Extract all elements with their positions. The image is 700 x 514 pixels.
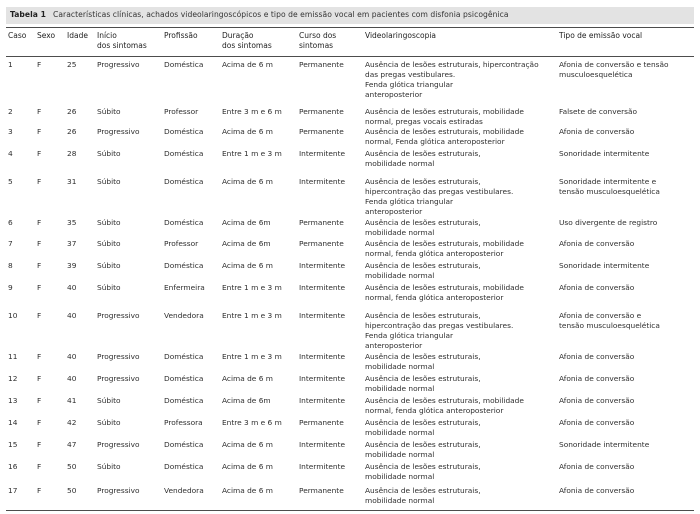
column-header-tipo-emissao: Tipo de emissão vocal xyxy=(559,31,643,40)
cell-duracao: Acima de 6 m xyxy=(222,60,273,69)
cell-inicio: Progressivo xyxy=(97,352,140,361)
cell-tipo-emissao: Afonia de conversão xyxy=(559,283,635,292)
cell-caso: 4 xyxy=(8,149,13,158)
cell-idade: 40 xyxy=(67,374,77,383)
cell-inicio: Súbito xyxy=(97,239,121,248)
cell-videolaringoscopia: Ausência de lesões estruturais, mobilidade normal xyxy=(365,462,481,481)
cell-sexo: F xyxy=(37,440,42,449)
cell-videolaringoscopia: Ausência de lesões estruturais, mobilidade normal, fenda glótica anteroposterior xyxy=(365,283,524,302)
cell-curso: Intermitente xyxy=(299,352,346,361)
cell-profissao: Professor xyxy=(164,239,199,248)
cell-sexo: F xyxy=(37,127,42,136)
cell-sexo: F xyxy=(37,107,42,116)
cell-sexo: F xyxy=(37,352,42,361)
cell-idade: 40 xyxy=(67,352,77,361)
cell-inicio: Súbito xyxy=(97,218,121,227)
cell-caso: 17 xyxy=(8,486,18,495)
cell-idade: 50 xyxy=(67,486,77,495)
cell-videolaringoscopia: Ausência de lesões estruturais, mobilidade normal xyxy=(365,218,481,237)
cell-videolaringoscopia: Ausência de lesões estruturais, hipercontração das pregas vestibulares. Fenda glótica triangular anteroposterior xyxy=(365,60,539,99)
cell-videolaringoscopia: Ausência de lesões estruturais, mobilidade normal, Fenda glótica anteroposterior xyxy=(365,127,524,146)
cell-caso: 8 xyxy=(8,261,13,270)
cell-curso: Permanente xyxy=(299,107,344,116)
cell-tipo-emissao: Sonoridade intermitente xyxy=(559,440,650,449)
cell-inicio: Progressivo xyxy=(97,127,140,136)
cell-duracao: Acima de 6 m xyxy=(222,127,273,136)
table-sheet xyxy=(6,7,694,512)
cell-tipo-emissao: Afonia de conversão xyxy=(559,239,635,248)
cell-videolaringoscopia: Ausência de lesões estruturais, hipercontração das pregas vestibulares. Fenda glótica triangular anteroposterior xyxy=(365,177,514,216)
cell-duracao: Entre 3 m e 6 m xyxy=(222,418,282,427)
cell-inicio: Súbito xyxy=(97,149,121,158)
column-header-sexo: Sexo xyxy=(37,31,56,40)
cell-caso: 10 xyxy=(8,311,18,320)
cell-profissao: Vendedora xyxy=(164,311,204,320)
column-header-videolaringoscopia: Videolaringoscopia xyxy=(365,31,437,40)
column-header-inicio: Início dos sintomas xyxy=(97,31,147,50)
cell-idade: 35 xyxy=(67,218,77,227)
cell-curso: Intermitente xyxy=(299,311,346,320)
table-title: Características clínicas, achados videolaringoscópicos e tipo de emissão vocal em pacientes com disfonia psicogênica xyxy=(52,10,509,19)
cell-curso: Intermitente xyxy=(299,462,346,471)
cell-caso: 1 xyxy=(8,60,13,69)
cell-curso: Permanente xyxy=(299,60,344,69)
cell-curso: Intermitente xyxy=(299,396,346,405)
cell-caso: 14 xyxy=(8,418,18,427)
cell-inicio: Súbito xyxy=(97,462,121,471)
cell-videolaringoscopia: Ausência de lesões estruturais, mobilidade normal xyxy=(365,418,481,437)
cell-sexo: F xyxy=(37,261,42,270)
cell-curso: Permanente xyxy=(299,486,344,495)
cell-idade: 25 xyxy=(67,60,77,69)
cell-profissao: Vendedora xyxy=(164,486,204,495)
cell-inicio: Progressivo xyxy=(97,311,140,320)
cell-profissao: Doméstica xyxy=(164,149,204,158)
cell-inicio: Súbito xyxy=(97,418,121,427)
column-header-idade: Idade xyxy=(67,31,88,40)
cell-profissao: Doméstica xyxy=(164,352,204,361)
cell-caso: 13 xyxy=(8,396,18,405)
cell-curso: Intermitente xyxy=(299,374,346,383)
cell-profissao: Doméstica xyxy=(164,127,204,136)
cell-duracao: Acima de 6 m xyxy=(222,261,273,270)
cell-inicio: Súbito xyxy=(97,177,121,186)
header-rule xyxy=(6,56,694,57)
table-caption-bar xyxy=(6,7,694,24)
cell-videolaringoscopia: Ausência de lesões estruturais, mobilidade normal xyxy=(365,352,481,371)
cell-profissao: Doméstica xyxy=(164,374,204,383)
cell-tipo-emissao: Afonia de conversão xyxy=(559,352,635,361)
cell-curso: Permanente xyxy=(299,218,344,227)
cell-caso: 3 xyxy=(8,127,13,136)
cell-curso: Permanente xyxy=(299,418,344,427)
cell-videolaringoscopia: Ausência de lesões estruturais, mobilidade normal, fenda glótica anteroposterior xyxy=(365,396,524,415)
cell-curso: Intermitente xyxy=(299,177,346,186)
cell-profissao: Enfermeira xyxy=(164,283,205,292)
cell-profissao: Doméstica xyxy=(164,177,204,186)
cell-inicio: Progressivo xyxy=(97,486,140,495)
cell-sexo: F xyxy=(37,486,42,495)
cell-sexo: F xyxy=(37,60,42,69)
cell-inicio: Progressivo xyxy=(97,440,140,449)
cell-tipo-emissao: Falsete de conversão xyxy=(559,107,638,116)
cell-videolaringoscopia: Ausência de lesões estruturais, hipercontração das pregas vestibulares. Fenda glótica triangular anteroposterior xyxy=(365,311,514,350)
cell-tipo-emissao: Sonoridade intermitente e tensão musculoesquelética xyxy=(559,177,660,196)
cell-inicio: Súbito xyxy=(97,261,121,270)
cell-inicio: Súbito xyxy=(97,396,121,405)
cell-caso: 9 xyxy=(8,283,13,292)
cell-idade: 26 xyxy=(67,107,77,116)
cell-duracao: Entre 1 m e 3 m xyxy=(222,149,282,158)
cell-idade: 42 xyxy=(67,418,77,427)
cell-caso: 2 xyxy=(8,107,13,116)
cell-videolaringoscopia: Ausência de lesões estruturais, mobilidade normal xyxy=(365,374,481,393)
cell-videolaringoscopia: Ausência de lesões estruturais, mobilidade normal, fenda glótica anteroposterior xyxy=(365,239,524,258)
cell-tipo-emissao: Uso divergente de registro xyxy=(559,218,658,227)
cell-sexo: F xyxy=(37,418,42,427)
cell-duracao: Acima de 6 m xyxy=(222,177,273,186)
cell-inicio: Progressivo xyxy=(97,374,140,383)
cell-inicio: Súbito xyxy=(97,283,121,292)
cell-profissao: Doméstica xyxy=(164,218,204,227)
cell-caso: 12 xyxy=(8,374,18,383)
cell-duracao: Acima de 6 m xyxy=(222,374,273,383)
cell-profissao: Doméstica xyxy=(164,60,204,69)
cell-curso: Intermitente xyxy=(299,283,346,292)
cell-duracao: Acima de 6 m xyxy=(222,486,273,495)
cell-idade: 40 xyxy=(67,311,77,320)
cell-inicio: Súbito xyxy=(97,107,121,116)
cell-curso: Intermitente xyxy=(299,149,346,158)
cell-idade: 41 xyxy=(67,396,77,405)
table-caption xyxy=(10,10,509,19)
cell-duracao: Acima de 6m xyxy=(222,396,271,405)
cell-sexo: F xyxy=(37,177,42,186)
cell-videolaringoscopia: Ausência de lesões estruturais, mobilidade normal xyxy=(365,486,481,505)
cell-tipo-emissao: Afonia de conversão xyxy=(559,127,635,136)
cell-videolaringoscopia: Ausência de lesões estruturais, mobilidade normal, pregas vocais estiradas xyxy=(365,107,524,126)
cell-tipo-emissao: Sonoridade intermitente xyxy=(559,149,650,158)
cell-curso: Permanente xyxy=(299,127,344,136)
cell-tipo-emissao: Afonia de conversão xyxy=(559,462,635,471)
cell-profissao: Professor xyxy=(164,107,199,116)
cell-duracao: Entre 1 m e 3 m xyxy=(222,352,282,361)
cell-tipo-emissao: Afonia de conversão e tensão musculoesquelética xyxy=(559,60,669,79)
cell-duracao: Entre 1 m e 3 m xyxy=(222,283,282,292)
bottom-rule xyxy=(6,510,694,511)
cell-tipo-emissao: Afonia de conversão xyxy=(559,418,635,427)
cell-caso: 6 xyxy=(8,218,13,227)
cell-sexo: F xyxy=(37,283,42,292)
cell-profissao: Doméstica xyxy=(164,440,204,449)
cell-idade: 40 xyxy=(67,283,77,292)
cell-profissao: Doméstica xyxy=(164,462,204,471)
cell-idade: 37 xyxy=(67,239,77,248)
cell-sexo: F xyxy=(37,396,42,405)
cell-idade: 28 xyxy=(67,149,77,158)
table-label: Tabela 1 xyxy=(10,10,46,19)
cell-caso: 15 xyxy=(8,440,18,449)
cell-caso: 11 xyxy=(8,352,18,361)
cell-sexo: F xyxy=(37,218,42,227)
column-header-curso: Curso dos sintomas xyxy=(299,31,337,50)
column-header-caso: Caso xyxy=(8,31,27,40)
cell-idade: 31 xyxy=(67,177,77,186)
cell-duracao: Entre 1 m e 3 m xyxy=(222,311,282,320)
cell-inicio: Progressivo xyxy=(97,60,140,69)
cell-idade: 26 xyxy=(67,127,77,136)
cell-duracao: Acima de 6 m xyxy=(222,462,273,471)
cell-profissao: Doméstica xyxy=(164,261,204,270)
cell-tipo-emissao: Sonoridade intermitente xyxy=(559,261,650,270)
cell-curso: Intermitente xyxy=(299,440,346,449)
cell-sexo: F xyxy=(37,239,42,248)
cell-curso: Intermitente xyxy=(299,261,346,270)
cell-videolaringoscopia: Ausência de lesões estruturais, mobilidade normal xyxy=(365,440,481,459)
column-header-profissao: Profissão xyxy=(164,31,198,40)
cell-idade: 47 xyxy=(67,440,77,449)
cell-profissao: Doméstica xyxy=(164,396,204,405)
cell-idade: 39 xyxy=(67,261,77,270)
cell-idade: 50 xyxy=(67,462,77,471)
cell-sexo: F xyxy=(37,311,42,320)
cell-tipo-emissao: Afonia de conversão xyxy=(559,396,635,405)
cell-tipo-emissao: Afonia de conversão xyxy=(559,374,635,383)
cell-tipo-emissao: Afonia de conversão e tensão musculoesquelética xyxy=(559,311,660,330)
cell-sexo: F xyxy=(37,462,42,471)
cell-duracao: Entre 3 m e 6 m xyxy=(222,107,282,116)
cell-tipo-emissao: Afonia de conversão xyxy=(559,486,635,495)
cell-duracao: Acima de 6m xyxy=(222,218,271,227)
top-rule xyxy=(6,27,694,28)
cell-videolaringoscopia: Ausência de lesões estruturais, mobilidade normal xyxy=(365,149,481,168)
cell-videolaringoscopia: Ausência de lesões estruturais, mobilidade normal xyxy=(365,261,481,280)
cell-sexo: F xyxy=(37,374,42,383)
cell-curso: Permanente xyxy=(299,239,344,248)
column-header-duracao: Duração dos sintomas xyxy=(222,31,272,50)
cell-duracao: Acima de 6 m xyxy=(222,440,273,449)
cell-caso: 5 xyxy=(8,177,13,186)
cell-duracao: Acima de 6m xyxy=(222,239,271,248)
cell-caso: 7 xyxy=(8,239,13,248)
cell-sexo: F xyxy=(37,149,42,158)
cell-profissao: Professora xyxy=(164,418,203,427)
cell-caso: 16 xyxy=(8,462,18,471)
